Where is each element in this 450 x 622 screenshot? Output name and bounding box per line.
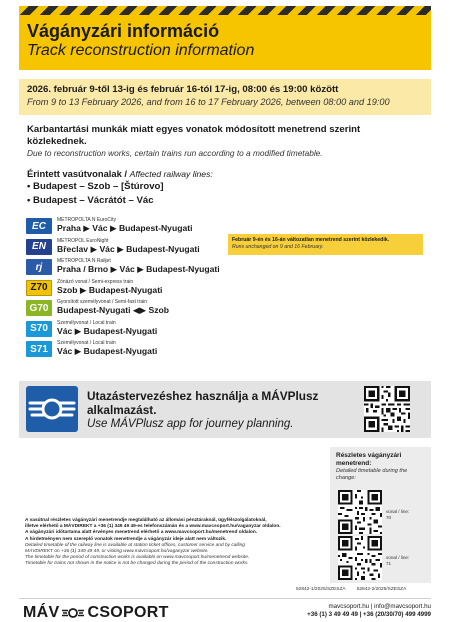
footnote-line: A hirdetményen nem szereplő vonatok menetrendje a vágányzár ideje alatt nem változik.: [25, 536, 227, 542]
mav-wings-small-icon: [62, 606, 84, 620]
affected-lines: [27, 168, 327, 208]
notice-text: [27, 124, 422, 159]
footnote-line: A vágányzári időtartama alatt érvényes menetrend elérhető a www.mavcsoport.hu/menetrend oldalon.: [25, 530, 258, 536]
euronight-badge-icon: EN: [26, 239, 52, 255]
line-71-qr-code-icon[interactable]: [338, 536, 382, 580]
document-code: 52842-2/2025/SZESZA: [356, 587, 407, 592]
train-type: Gyorsított személyvonat / Semi-fast train: [57, 299, 148, 305]
contact-phones[interactable]: +36 (1) 3 49 49 49 | +36 (20/30/70) 499 4999: [307, 611, 431, 618]
train-type: METROPOLTA N Railjet: [57, 258, 111, 264]
footer-divider: [19, 598, 431, 599]
mav-wings-icon: [26, 386, 78, 432]
hazard-stripes: [19, 6, 431, 15]
train-type: Személyvonat / Local train: [57, 319, 116, 326]
detailed-timetable-box: [330, 447, 431, 583]
train-type: Személyvonat / Local train: [57, 340, 116, 346]
footnote-line: The timetable for the period of construction works is available on www.mavcsoport.hu/menetrend website.: [25, 555, 250, 561]
title-hungarian: Vágányzári információ: [27, 21, 220, 41]
footnote-line: A vasútnal részletes vágányzári menetrendje megtalálható az állomási pénztáraknál, ügyfélszolgálatoknál,: [25, 518, 267, 523]
line-70-qr-code-icon[interactable]: [338, 490, 382, 534]
eurocity-badge-icon: EC: [26, 218, 52, 234]
train-route: Praha ▶ Vác ▶ Budapest-Nyugati: [57, 223, 193, 233]
mav-csoport-logo: [23, 604, 169, 622]
train-row-z70: [26, 278, 266, 299]
z70-badge-icon: Z70: [26, 280, 52, 296]
footnote-line: Timetable for trains not shown in the notice is not be changed during the period of the construction works.: [25, 561, 249, 567]
train-row-s70: [26, 319, 266, 340]
footnote-line: Detailed timetable of the railway line is available at station ticket offices, customer service and by calling: [25, 542, 245, 548]
dates-english: From 9 to 13 February 2026, and from 16 to 17 February 2026, between 08:00 and 19:00: [27, 97, 390, 107]
logo-word-mav: MÁV: [23, 604, 60, 621]
line-71-label: vonal / line: 71: [386, 555, 410, 566]
document-code: 52842-1/2025/SZESZA: [296, 587, 346, 592]
unchanged-note-hu: Február 9-én és 16-án változatlan menetrend szerint közlekedik.: [232, 237, 390, 243]
train-row-g70: [26, 298, 266, 319]
affected-title-en: Affected railway lines:: [129, 169, 213, 179]
detail-title-en: Detailed timetable during the change:: [336, 468, 408, 481]
header-banner: [19, 15, 431, 70]
unchanged-note-en: Runs unchanged on 9 and 16 February.: [232, 244, 324, 250]
logo-word-csoport: CSOPORT: [87, 604, 169, 621]
train-row-rj: [26, 257, 266, 278]
footnote-line: MÁVDIREKT on +36 (1) 349 49 49, or visiting www.mavcsoport.hu/vaganyzar website.: [25, 549, 209, 555]
contact-block: [300, 603, 431, 619]
train-type: Zónázó vonat / Semi-express train: [57, 278, 134, 285]
g70-badge-icon: G70: [26, 300, 52, 316]
train-route: Vác ▶ Budapest-Nyugati: [57, 346, 158, 356]
date-band: [19, 79, 431, 115]
train-type: METROPOLTA N EuroCity: [57, 217, 116, 223]
app-qr-code-icon[interactable]: [364, 386, 410, 432]
affected-title-hu: Érintett vasútvonalak: [27, 168, 122, 179]
notice-hungarian: Karbantartási munkák miatt egyes vonatok módosított menetrend szerint közlekednek.: [27, 124, 361, 147]
line-70-label: vonal / line: 70: [386, 509, 410, 520]
app-promo-box: [19, 381, 431, 438]
app-text-hu: Utazástervezéshez használja a MÁVPlusz alkalmazást.: [87, 389, 319, 417]
contact-web-email[interactable]: mavcsoport.hu | info@mavcsoport.hu: [328, 603, 431, 610]
document-codes: [286, 587, 406, 592]
affected-lines-title: Érintett vasútvonalak / Affected railway lines:: [27, 168, 213, 179]
footnote-block: [25, 518, 325, 568]
s70-badge-icon: S70: [26, 321, 52, 337]
train-route: Budapest-Nyugati ◀▶ Szob: [57, 305, 170, 315]
dates-hungarian: 2026. február 9-től 13-ig és február 16-tól 17-ig, 08:00 és 19:00 között: [27, 84, 339, 95]
title-english: Track reconstruction information: [27, 42, 255, 59]
train-type: METROPOL EuroNight: [57, 237, 109, 244]
s71-badge-icon: S71: [26, 341, 52, 357]
train-row-s71: [26, 339, 266, 360]
notice-english: Due to reconstruction works, certain trains run according to a modified timetable.: [27, 148, 323, 158]
app-text-en: Use MÁVPlusz app for journey planning.: [87, 418, 294, 430]
unchanged-note: [228, 234, 423, 255]
train-route: Szob ▶ Budapest-Nyugati: [57, 284, 163, 295]
railjet-badge-icon: rj: [26, 259, 52, 275]
train-route: Praha / Brno ▶ Vác ▶ Budapest-Nyugati: [57, 264, 220, 274]
train-route: Břeclav ▶ Vác ▶ Budapest-Nyugati: [57, 243, 200, 254]
train-route: Vác ▶ Budapest-Nyugati: [57, 325, 158, 336]
affected-line-item: • Budapest – Szob – [Štúrovo]: [27, 181, 164, 192]
footnote-line: illetve elérhető a MÁVDIREKT a +36 (1) 349 49 49-es telefonszámán és a www.mavcsoport.hu/vaganyzar oldalon.: [25, 524, 281, 530]
detail-title-hu: Részletes vágányzári menetrend:: [336, 452, 402, 467]
affected-line-item: • Budapest – Vácrátót – Vác: [27, 195, 154, 206]
